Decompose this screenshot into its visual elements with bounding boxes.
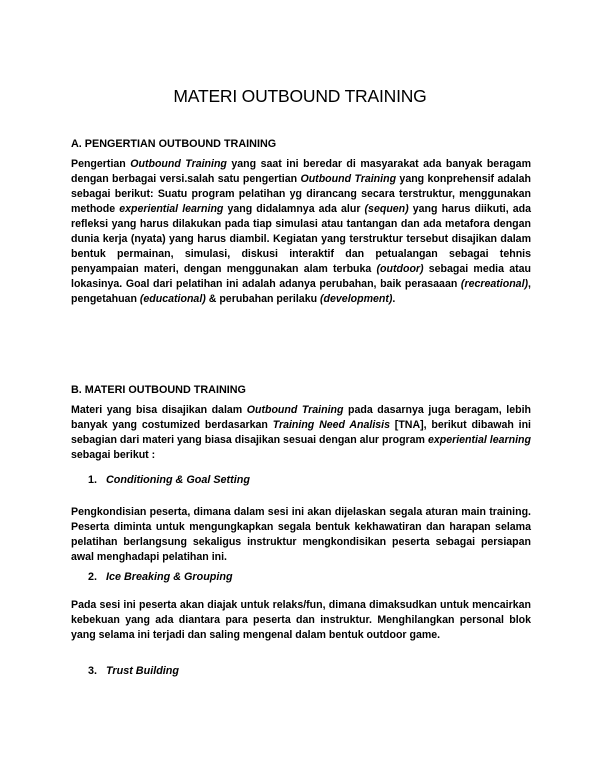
- list-item-1-heading: 1. Conditioning & Goal Setting: [88, 474, 250, 486]
- section-a-heading: A. PENGERTIAN OUTBOUND TRAINING: [71, 138, 277, 150]
- list-item-2-heading: 2. Ice Breaking & Grouping: [88, 571, 233, 583]
- list-item-2-text: Pada sesi ini peserta akan diajak untuk relaks/fun, dimana dimaksudkan untuk mencairkan kebekuan yang ada diantara para peserta dan instruktur. Menghilangkan personal blok yang selama ini terjadi dan saling mengenal dalam bentuk outdoor game.: [71, 599, 531, 641]
- list-item-1-text: Pengkondisian peserta, dimana dalam sesi ini akan dijelaskan segala aturan main training. Peserta diminta untuk mengungkapkan segala bentuk kekhawatiran dan harapan selama pelatihan berlangsung sekaligus instruktur mengkondisikan peserta sebagai persiapan awal menghadapi pelatihan ini.: [71, 506, 531, 563]
- section-a-paragraph: Pengertian Outbound Training yang saat ini beredar di masyarakat ada banyak beragam dengan berbagai versi.salah satu pengertian Outbound Training yang konprehensif adalah sebagai berikut: Suatu program pelatihan yg dirancang secara terstruktur, menggunakan methode experiential learning yang didalamnya ada alur (sequen) yang harus diikuti, ada refleksi yang harus dilakukan pada tiap simulasi atau tantangan dan ada metafora dengan dunia kerja (nyata) yang harus diambil. Kegiatan yang terstruktur tersebut disajikan dalam bentuk permainan, simulasi, diskusi interaktif dan petualangan sebagai tehnis penyampaian materi, dengan menggunakan alam terbuka (outdoor) sebagai media atau lokasinya. Goal dari pelatihan ini adalah adanya perubahan, baik perasaaan (recreational), pengetahuan (educational) & perubahan perilaku (development).: [71, 158, 532, 305]
- section-b-paragraph: Materi yang bisa disajikan dalam Outbound Training pada dasarnya juga beragam, lebih banyak yang costumized berdasarkan Training Need Analisis [TNA], berikut dibawah ini sebagian dari materi yang biasa disajikan sesuai dengan alur program experiential learning sebagai berikut :: [71, 404, 531, 461]
- list-item-3-heading: 3. Trust Building: [88, 665, 179, 677]
- section-b-heading: B. MATERI OUTBOUND TRAINING: [71, 384, 246, 396]
- page-title: MATERI OUTBOUND TRAINING: [173, 86, 427, 106]
